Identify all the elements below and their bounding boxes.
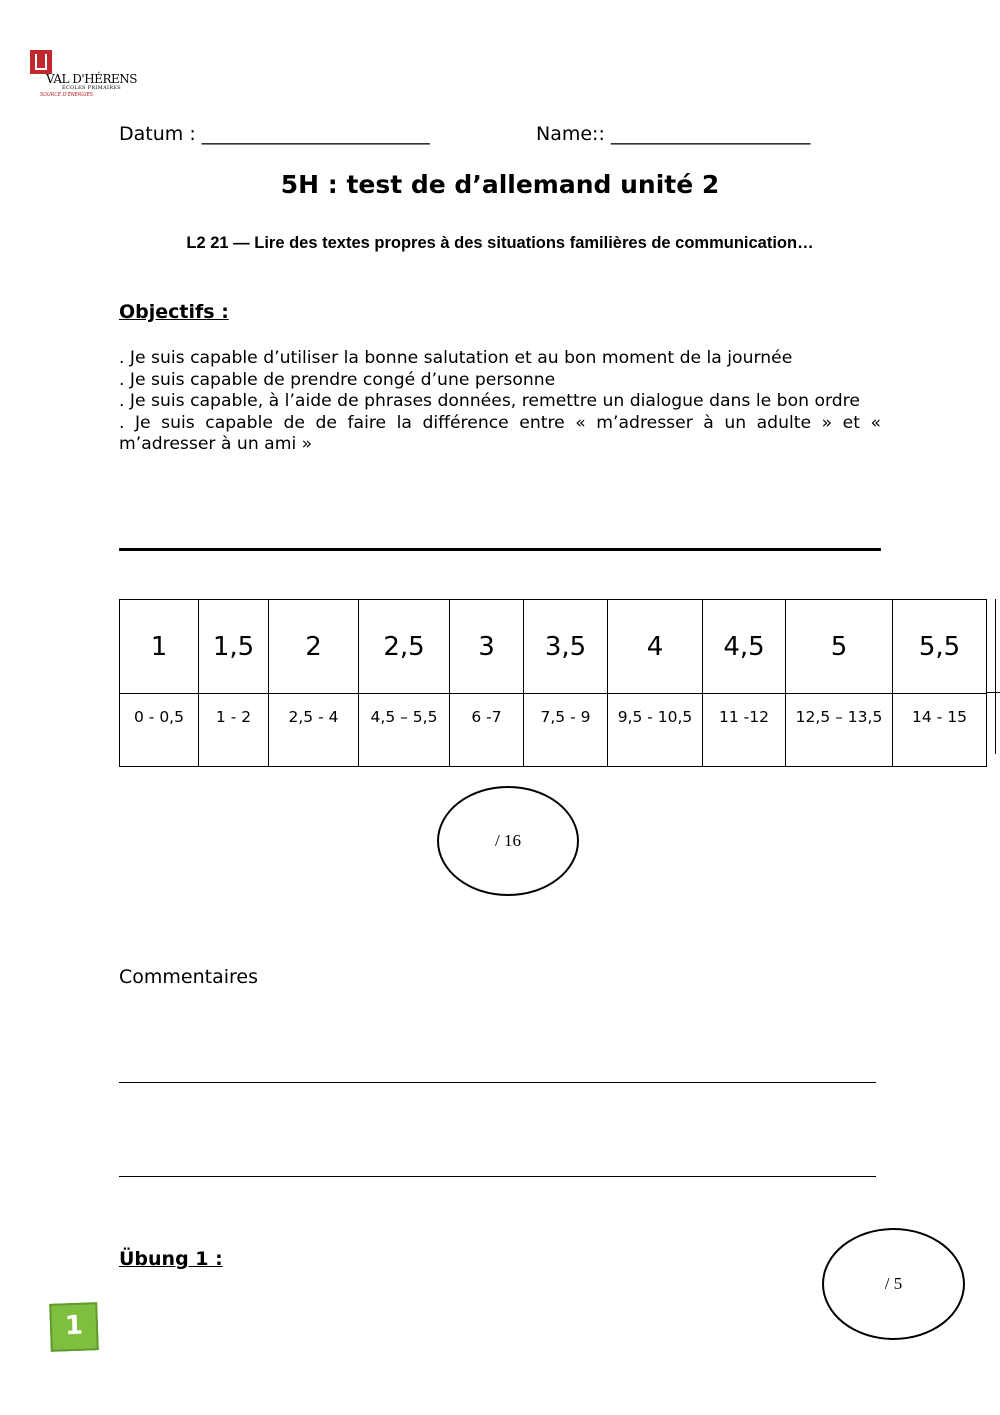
grade-cell: 3,5	[524, 600, 608, 694]
logo-emblem-icon	[30, 50, 52, 74]
logo-tagline: SOURCE D'ÉNERGIES	[40, 92, 93, 98]
grading-table	[119, 599, 987, 767]
exercise-heading: Übung 1 :	[119, 1248, 223, 1270]
grade-cell: 1	[120, 600, 199, 694]
objectives-heading: Objectifs :	[119, 301, 229, 323]
total-score-label: / 16	[495, 831, 521, 850]
name-field: Name:: _____________________	[536, 123, 811, 145]
objective-item: . Je suis capable de prendre congé d’une personne	[119, 369, 556, 390]
grade-cell: 2	[269, 600, 359, 694]
page-title: 5H : test de d’allemand unité 2	[280, 170, 720, 199]
points-range-cell: 6 -7	[450, 694, 524, 767]
points-range-cell: 14 - 15	[893, 694, 987, 767]
badge-number: 1	[64, 1310, 84, 1342]
section-divider	[119, 548, 881, 551]
table-overflow-edge	[986, 599, 1000, 754]
grade-cell: 4,5	[703, 600, 786, 694]
points-range-cell: 0 - 0,5	[120, 694, 199, 767]
objective-item: . Je suis capable, à l’aide de phrases données, remettre un dialogue dans le bon ordre	[119, 391, 860, 411]
points-row	[120, 694, 987, 767]
comments-label: Commentaires	[119, 966, 258, 988]
date-field: Datum : ________________________	[119, 123, 430, 145]
objective-item: . Je suis capable d’utiliser la bonne salutation et au bon moment de la journée	[119, 348, 793, 368]
logo-name: VAL D'HÉRENS	[46, 72, 137, 86]
grade-cell: 5,5	[893, 600, 987, 694]
objectives-list	[119, 348, 881, 456]
comment-line	[119, 1176, 876, 1177]
points-range-cell: 7,5 - 9	[524, 694, 608, 767]
exercise-score-oval	[822, 1228, 965, 1340]
grade-cell: 4	[608, 600, 703, 694]
points-range-cell: 4,5 – 5,5	[359, 694, 450, 767]
objective-item: . Je suis capable de de faire la différence entre « m’adresser à un adulte » et « m’adresser à un ami »	[119, 412, 881, 454]
grade-cell: 2,5	[359, 600, 450, 694]
grade-row	[120, 600, 987, 694]
points-range-cell: 11 -12	[703, 694, 786, 767]
grade-cell: 5	[786, 600, 893, 694]
points-range-cell: 1 - 2	[199, 694, 269, 767]
page-subtitle: L2 21 — Lire des textes propres à des situations familières de communication…	[186, 234, 814, 252]
exercise-score-label: / 5	[884, 1274, 903, 1293]
comment-line	[119, 1082, 876, 1083]
grade-cell: 1,5	[199, 600, 269, 694]
total-score-oval	[437, 786, 579, 896]
exercise-number-badge	[49, 1302, 99, 1352]
points-range-cell: 9,5 - 10,5	[608, 694, 703, 767]
points-range-cell: 2,5 - 4	[269, 694, 359, 767]
logo-subtitle: ÉCOLES PRIMAIRES	[62, 85, 122, 91]
grade-cell: 3	[450, 600, 524, 694]
school-logo	[28, 48, 138, 106]
points-range-cell: 12,5 – 13,5	[786, 694, 893, 767]
